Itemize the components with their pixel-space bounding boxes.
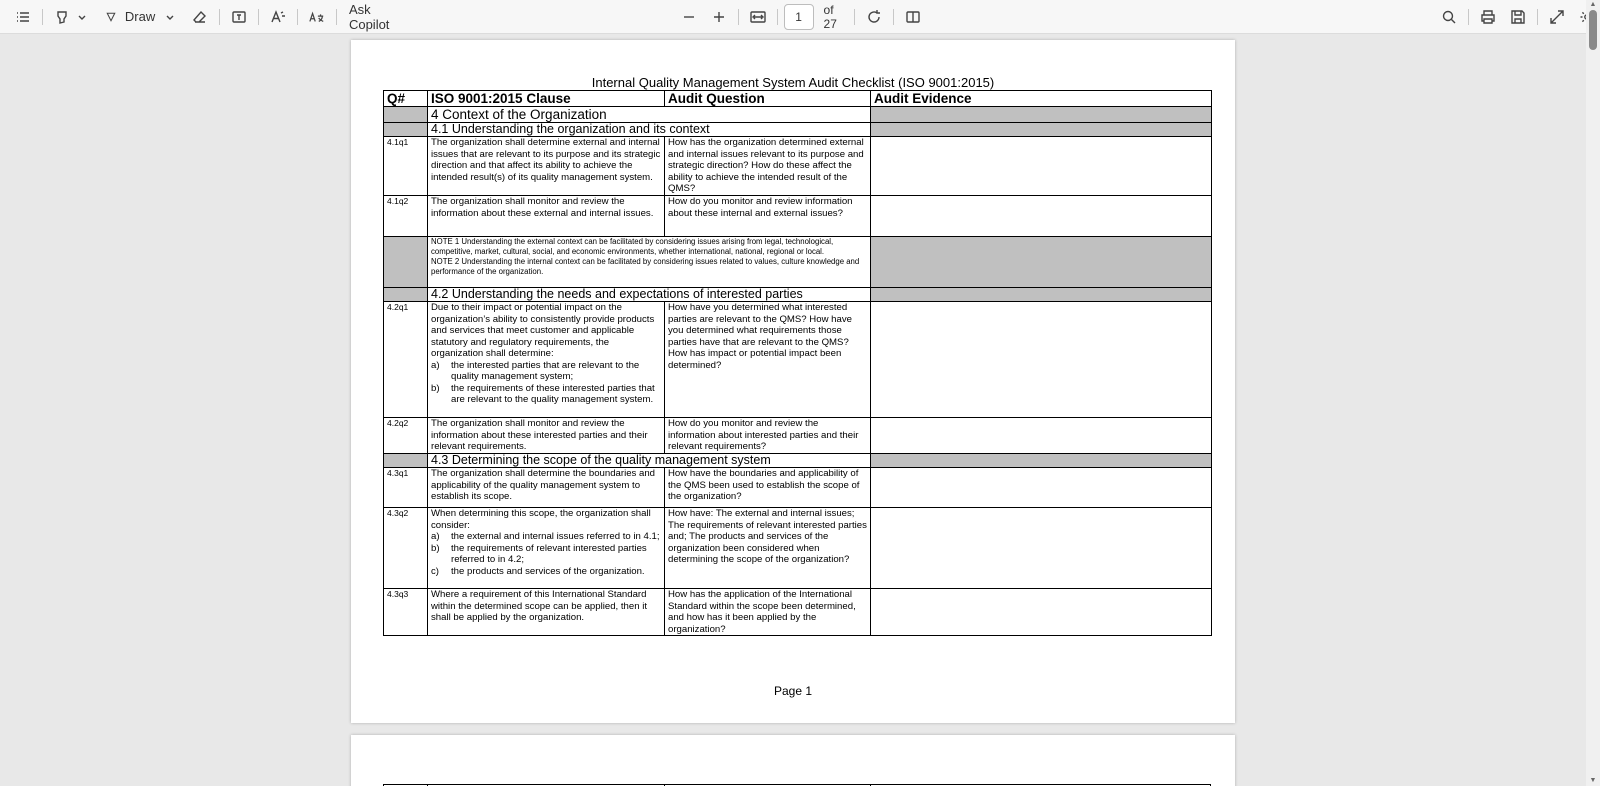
list-marker: b) [431, 542, 440, 554]
list-item [431, 566, 661, 578]
header-clause: ISO 9001:2015 Clause [428, 91, 665, 107]
separator [219, 9, 220, 25]
page-number-input[interactable]: 1 [784, 4, 814, 30]
audit-evidence-cell[interactable] [871, 508, 1212, 589]
audit-evidence-cell[interactable] [871, 196, 1212, 237]
vertical-scrollbar[interactable] [1586, 0, 1600, 786]
question-id: 4.1q2 [384, 196, 428, 237]
table-row [384, 196, 1212, 237]
section-row [384, 288, 1212, 302]
separator [893, 9, 894, 25]
audit-question: How have the boundaries and applicability of the QMS been used to establish the scope of the organization? [665, 468, 871, 508]
table-row [384, 137, 1212, 196]
note-row [384, 237, 1212, 288]
note-text [428, 237, 871, 288]
audit-question: How do you monitor and review the information about interested parties and their relevant requirements? [665, 418, 871, 454]
audit-question: How do you monitor and review information about these internal and external issues? [665, 196, 871, 237]
rotate-button[interactable] [861, 4, 887, 30]
list-marker: c) [431, 565, 439, 577]
table-row [384, 418, 1212, 454]
save-button[interactable] [1505, 4, 1531, 30]
table-row [384, 589, 1212, 636]
audit-evidence-cell[interactable] [871, 137, 1212, 196]
question-id: 4.3q3 [384, 589, 428, 636]
pdf-toolbar [0, 0, 1600, 34]
list-text: the requirements of relevant interested parties referred to in 4.2; [451, 542, 647, 565]
highlight-button[interactable] [49, 4, 75, 30]
scrollbar-thumb[interactable] [1589, 10, 1597, 50]
audit-checklist-table [383, 90, 1212, 636]
table-header-row [384, 91, 1212, 107]
clause-text: The organization shall monitor and review the information about these external and internal issues. [428, 196, 665, 237]
list-item [431, 360, 661, 383]
question-id: 4.2q1 [384, 302, 428, 418]
section-row [384, 454, 1212, 468]
separator [777, 9, 778, 25]
translate-icon [309, 9, 325, 25]
fit-width-icon [750, 9, 766, 25]
clause-text [428, 508, 665, 589]
list-marker: b) [431, 382, 440, 394]
page-count: of 27 [823, 2, 837, 31]
eraser-icon [192, 9, 208, 25]
audit-evidence-cell[interactable] [871, 468, 1212, 508]
draw-options-dropdown[interactable] [163, 4, 177, 30]
section-row [384, 123, 1212, 137]
header-evidence: Audit Evidence [871, 91, 1212, 107]
clause-text: The organization shall determine external and internal issues that are relevant to its purpose and its strategic direction and that affect its ability to achieve the intended result(s) of its quality management system. [428, 137, 665, 196]
ask-copilot-button[interactable] [343, 1, 416, 32]
text-box-icon [231, 9, 247, 25]
header-question: Audit Question [665, 91, 871, 107]
list-text: the requirements of these interested parties that are relevant to the quality management system. [451, 382, 655, 405]
clause-intro: Due to their impact or potential impact on the organization’s ability to consistently provide products and services that meet customer and applicable statutory and regulatory requirements, the organization shall determine: [431, 302, 655, 359]
document-title: Internal Quality Management System Audit Checklist (ISO 9001:2015) [591, 75, 995, 90]
audit-question: How has the organization determined external and internal issues relevant to its purpose and strategic direction? How do these affect the ability to achieve the intended result of the QMS? [665, 137, 871, 196]
page-footer: Page 1 [773, 684, 813, 698]
page-view-button[interactable] [900, 4, 926, 30]
list-item [431, 383, 661, 406]
table-of-contents-button[interactable] [10, 4, 36, 30]
clause-text: Where a requirement of this International Standard within the determined scope can be applied, then it shall be applied by the organization. [428, 589, 665, 636]
page-view-icon [905, 9, 921, 25]
erase-button[interactable] [187, 4, 213, 30]
clause-text [428, 302, 665, 418]
highlighter-icon [54, 9, 70, 25]
note-1: NOTE 1 Understanding the external context can be facilitated by considering issues arising from legal, technological, competitive, market, cultural, social, and economic environments, whether international, national, regional or local. [431, 237, 834, 256]
rotate-icon [866, 9, 882, 25]
audit-evidence-cell[interactable] [871, 589, 1212, 636]
table-row [384, 302, 1212, 418]
separator [42, 9, 43, 25]
list-item [431, 543, 661, 566]
audit-question: How have: The external and internal issues; The requirements of relevant interested parties and; The products and services of the organization been considered when determining the scope of the organization? [665, 508, 871, 589]
table-row [384, 468, 1212, 508]
section-heading: 4.2 Understanding the needs and expectations of interested parties [428, 288, 871, 302]
section-row [384, 107, 1212, 123]
section-heading: 4.1 Understanding the organization and its context [428, 123, 871, 137]
list-text: the external and internal issues referred to in 4.1; [451, 531, 660, 542]
question-id: 4.2q2 [384, 418, 428, 454]
scroll-up-arrow-icon[interactable]: ▲ [1589, 1, 1597, 8]
chevron-down-icon [165, 12, 175, 22]
list-icon [15, 9, 31, 25]
zoom-in-button[interactable] [706, 4, 732, 30]
chevron-down-icon [77, 12, 87, 22]
document-viewer[interactable] [0, 35, 1600, 786]
section-heading: 4.3 Determining the scope of the quality management system [428, 454, 871, 468]
search-icon [1441, 9, 1457, 25]
question-id: 4.3q1 [384, 468, 428, 508]
section-heading: 4 Context of the Organization [428, 107, 871, 123]
audit-question: How have you determined what interested parties are relevant to the QMS? How have you determined what requirements those parties have that are relevant to the QMS? How has impact or potential impact been determined? [665, 302, 871, 418]
list-item [431, 531, 661, 543]
translate-button[interactable] [304, 4, 330, 30]
list-marker: a) [431, 531, 440, 542]
clause-text: The organization shall determine the boundaries and applicability of the quality management system to establish its scope. [428, 468, 665, 508]
ask-copilot-label: Ask Copilot [348, 1, 390, 32]
read-aloud-icon [270, 9, 286, 25]
draw-button[interactable] [105, 4, 155, 30]
printer-icon [1480, 9, 1496, 25]
pdf-page-1 [351, 40, 1235, 723]
audit-evidence-cell[interactable] [871, 418, 1212, 454]
audit-evidence-cell[interactable] [871, 302, 1212, 418]
pen-icon [105, 9, 117, 25]
separator [854, 9, 855, 25]
list-text: the interested parties that are relevant to the quality management system; [451, 359, 640, 382]
plus-icon [711, 9, 727, 25]
header-q: Q# [384, 91, 428, 107]
read-aloud-button[interactable] [265, 4, 291, 30]
minus-icon [681, 9, 697, 25]
pdf-page-2 [351, 735, 1235, 786]
list-text: the products and services of the organization. [451, 565, 645, 577]
add-text-button[interactable] [226, 4, 252, 30]
table-row [384, 508, 1212, 589]
fit-to-width-button[interactable] [745, 4, 771, 30]
expand-icon [1549, 9, 1565, 25]
draw-label: Draw [124, 9, 156, 24]
highlight-options-dropdown[interactable] [75, 4, 89, 30]
separator [258, 9, 259, 25]
note-2: NOTE 2 Understanding the internal context can be facilitated by considering issues related to values, culture knowledge and performance of the organization. [431, 257, 860, 276]
question-id: 4.3q2 [384, 508, 428, 589]
separator [336, 9, 337, 25]
separator [1468, 9, 1469, 25]
separator [738, 9, 739, 25]
zoom-out-button[interactable] [676, 4, 702, 30]
clause-text: The organization shall monitor and review the information about these interested parties and their relevant requirements. [428, 418, 665, 454]
search-button[interactable] [1436, 4, 1462, 30]
scroll-down-arrow-icon[interactable]: ▼ [1589, 777, 1597, 784]
print-button[interactable] [1475, 4, 1501, 30]
separator [297, 9, 298, 25]
list-marker: a) [431, 359, 440, 371]
separator [1537, 9, 1538, 25]
clause-intro: When determining this scope, the organization shall consider: [431, 508, 651, 531]
full-screen-button[interactable] [1544, 4, 1570, 30]
save-icon [1510, 9, 1526, 25]
audit-question: How has the application of the International Standard within the scope been determined, and how has it been applied by the organization? [665, 589, 871, 636]
question-id: 4.1q1 [384, 137, 428, 196]
